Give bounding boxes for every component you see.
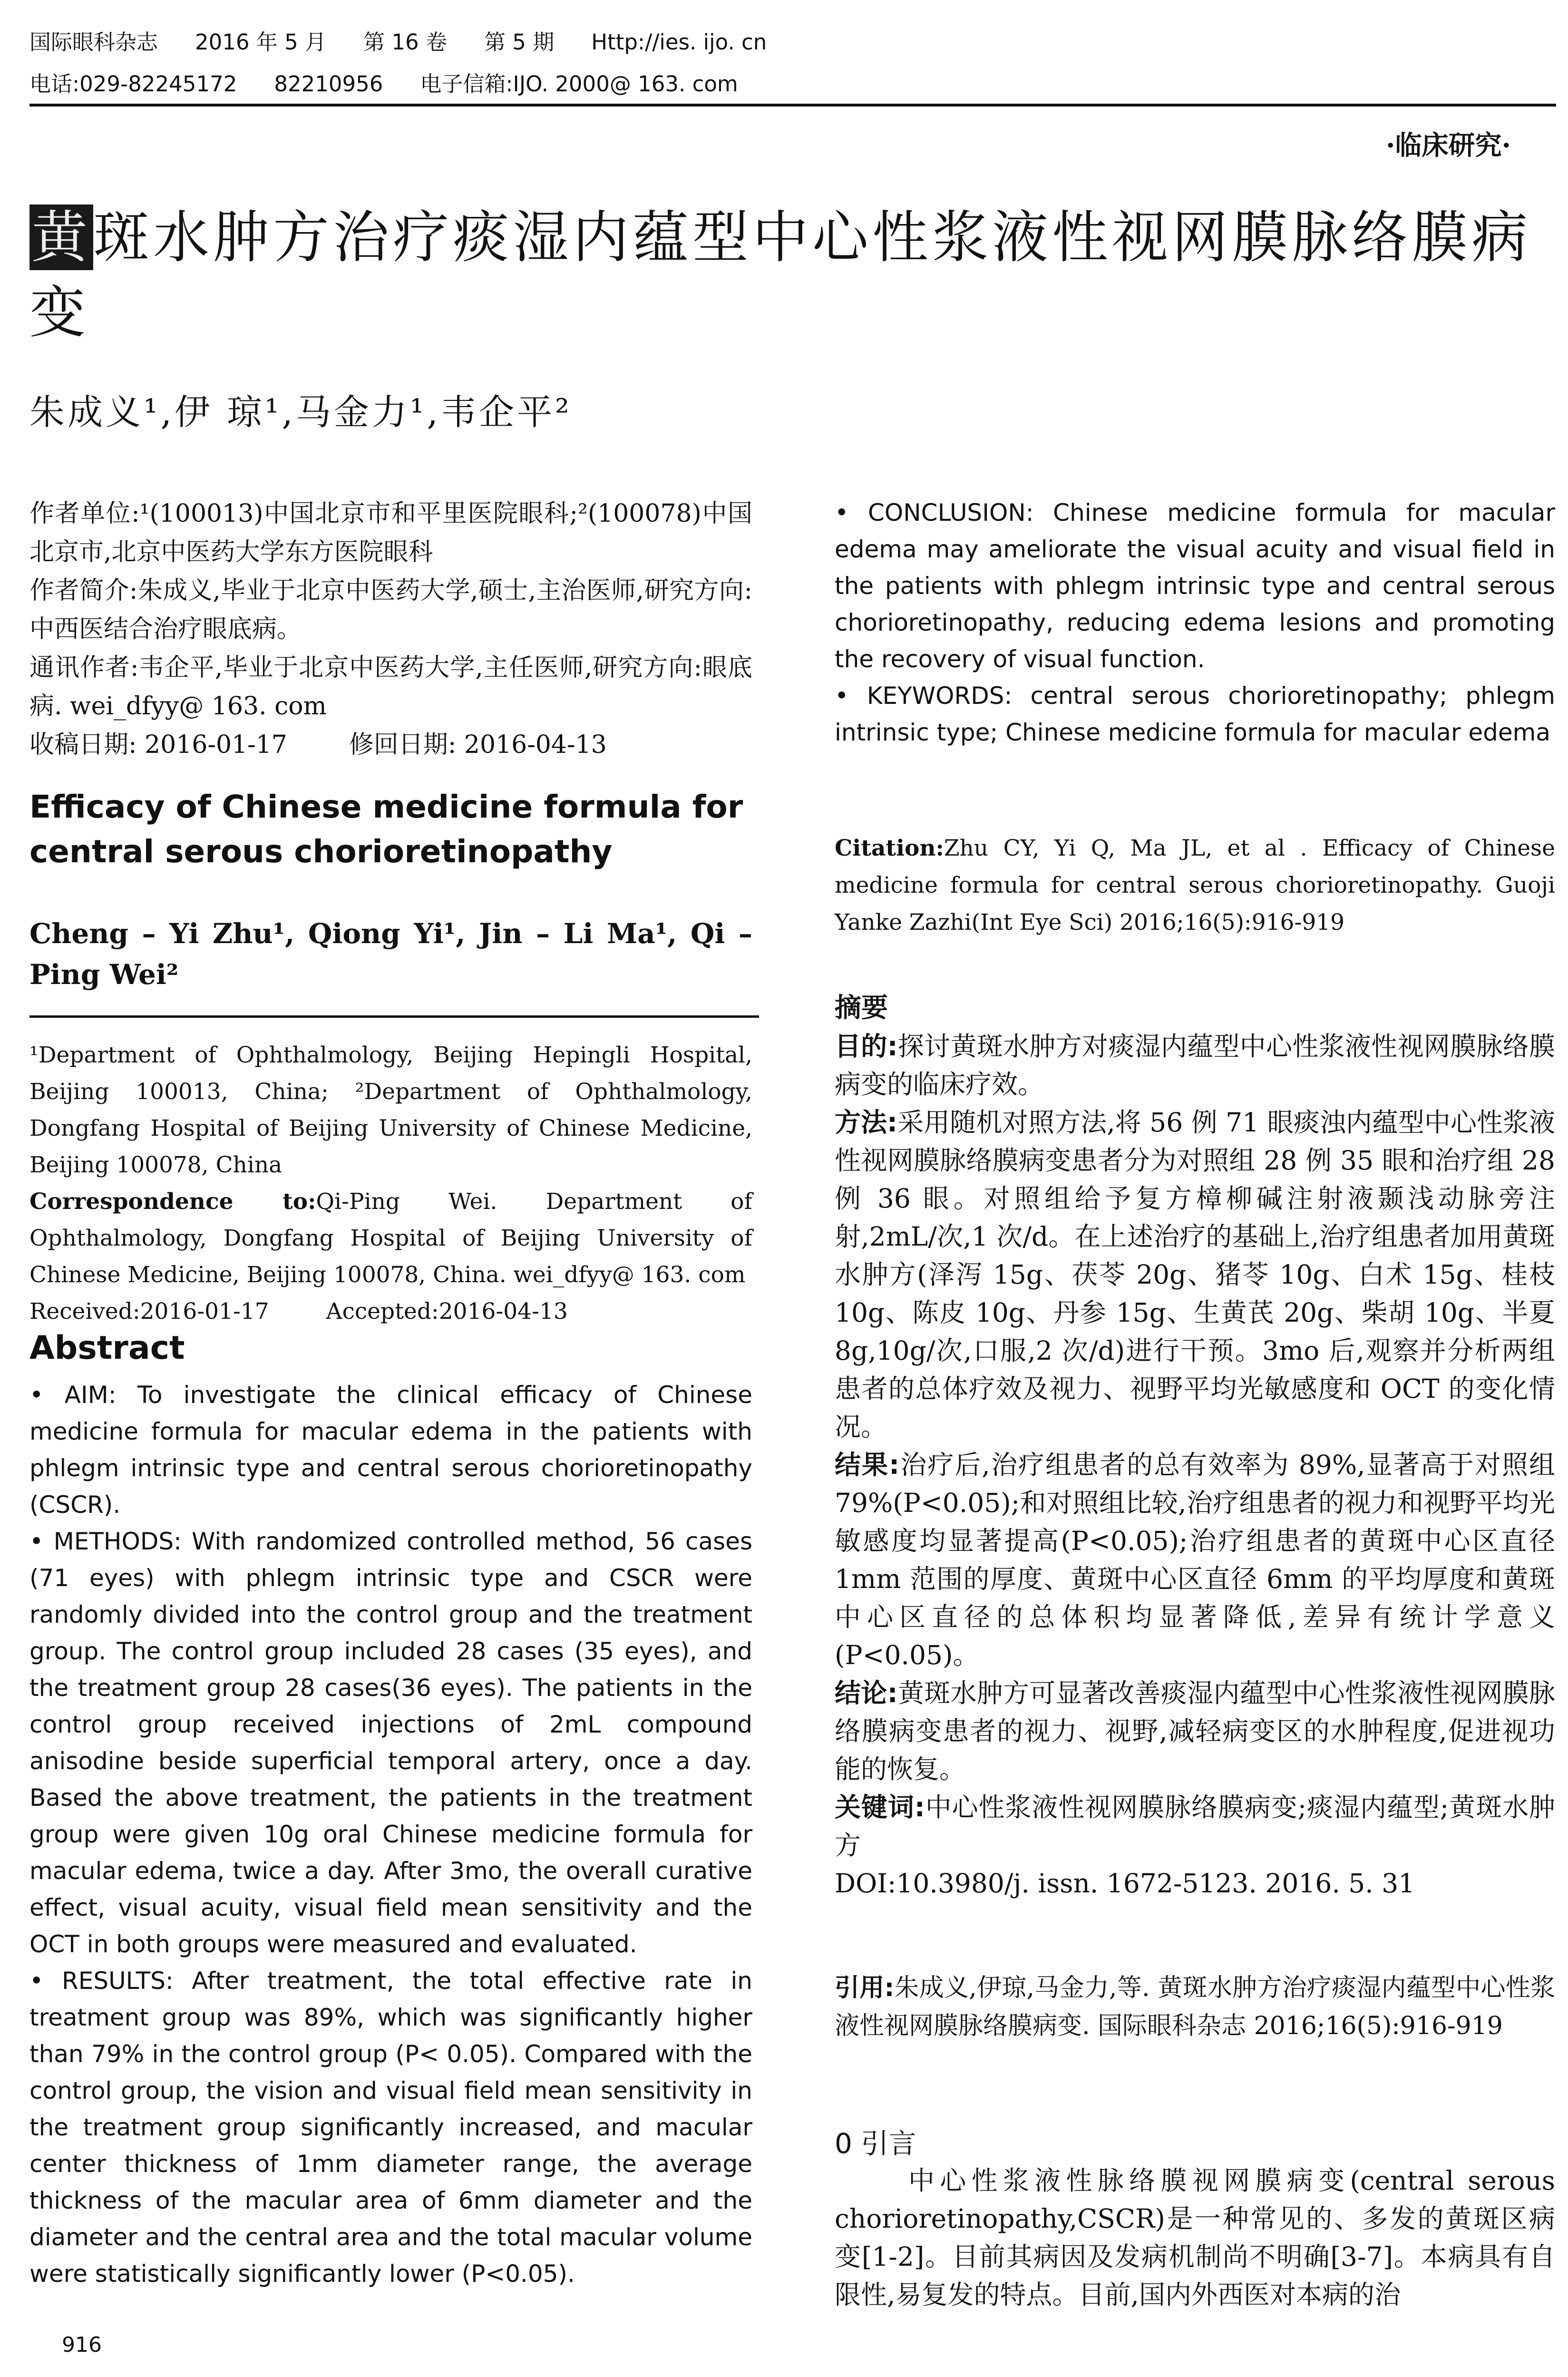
- author-info-zh: [29, 495, 752, 764]
- citation-zh-block: [835, 1969, 1555, 2045]
- received-en: Received:2016-01-17: [29, 1298, 269, 1325]
- citation-en-label: Citation:: [835, 835, 944, 861]
- intro-text: 中心性浆液性脉络膜视网膜病变(central serous chorioretinopathy,CSCR)是一种常见的、多发的黄斑区病变[1-2]。目前其病因及发病机制尚不明确[3-7]。本病具有自限性,易复发的特点。目前,国内外西医对本病的治: [835, 2165, 1555, 2310]
- conclusion-zh-label: 结论:: [835, 1678, 898, 1708]
- header-rule: [29, 104, 1556, 107]
- email[interactable]: 电子信箱:IJO. 2000@ 163. com: [420, 71, 738, 97]
- received-zh: 收稿日期: 2016-01-17: [29, 731, 287, 759]
- phone: 电话:029-82245172: [29, 71, 237, 97]
- conclusion-text: Chinese medicine formula for macular edema may ameliorate the visual acuity and visual field in the patients with phlegm intrinsic type and central serous chorioretinopathy, reducing edema lesions and promoting the recovery of visual function.: [835, 499, 1556, 673]
- affiliation-en-block: [29, 1037, 752, 1330]
- abstract-zh-heading: 摘要: [835, 993, 888, 1023]
- issue-number: 第 5 期: [484, 29, 555, 55]
- keywords-zh-label: 关键词:: [835, 1792, 925, 1822]
- section-label: ·临床研究·: [1386, 130, 1511, 161]
- aim-label: • AIM:: [29, 1381, 117, 1409]
- authors-zh: 朱成义¹,伊 琼¹,马金力¹,韦企平²: [29, 392, 572, 433]
- journal-header-line2: [29, 67, 775, 97]
- journal-header-line1: [29, 25, 804, 56]
- volume: 第 16 卷: [363, 29, 447, 55]
- journal-name: 国际眼科杂志: [29, 29, 158, 55]
- methods-label: • METHODS:: [29, 1528, 182, 1555]
- bio-zh: 作者简介:朱成义,毕业于北京中医药大学,硕士,主治医师,研究方向:中西医结合治疗眼底病。: [29, 576, 752, 643]
- phone2: 82210956: [274, 71, 383, 97]
- affiliation-en: ¹Department of Ophthalmology, Beijing Hepingli Hospital, Beijing 100013, China; ²Department of Ophthalmology, Dongfang Hospital of Beijing University of Chinese Medicine, Beijing 100078, China: [29, 1042, 752, 1178]
- abstract-en: [29, 1377, 752, 2292]
- page-number: 916: [62, 2333, 102, 2357]
- methods-zh: 采用随机对照方法,将 56 例 71 眼痰浊内蕴型中心性浆液性视网膜脉络膜病变患者分为对照组 28 例 35 眼和治疗组 28 例 36 眼。对照组给予复方樟柳碱注射液颞浅动脉旁注射,2mL/次,1 次/d。在上述治疗的基础上,治疗组患者加用黄斑水肿方(泽泻 15g、茯苓 20g、猪苓 10g、白术 15g、桂枝 10g、陈皮 10g、丹参 15g、生黄芪 20g、柴胡 10g、半夏 8g,10g/次,口服,2 次/d)进行干预。3mo 后,观察并分析两组患者的总体疗效及视力、视野平均光敏感度和 OCT 的变化情况。: [835, 1107, 1555, 1442]
- issue-date: 2016 年 5 月: [195, 29, 327, 55]
- aim-zh: 探讨黄斑水肿方对痰湿内蕴型中心性浆液性视网膜脉络膜病变的临床疗效。: [835, 1031, 1555, 1100]
- revised-zh: 修回日期: 2016-04-13: [349, 731, 607, 759]
- abstract-zh: [835, 1027, 1555, 1902]
- authors-en: Cheng – Yi Zhu¹, Qiong Yi¹, Jin – Li Ma¹, Qi – Ping Wei²: [29, 917, 752, 991]
- title-zh: [29, 200, 1566, 350]
- correspondence-en-label: Correspondence to:: [29, 1188, 316, 1215]
- methods-text: With randomized controlled method, 56 cases (71 eyes) with phlegm intrinsic type and CSCR were randomly divided into the control group and the treatment group. The control group included 28 cases (35 eyes), and the treatment group 28 cases(36 eyes). The patients in the control group received injections of 2mL compound anisodine beside superficial temporal artery, once a day. Based the above treatment, the patients in the treatment group were given 10g oral Chinese medicine formula for macular edema, twice a day. After 3mo, the overall curative effect, visual acuity, visual field mean sensitivity and the OCT in both groups were measured and evaluated.: [29, 1528, 752, 1958]
- title-zh-text: 斑水肿方治疗痰湿内蕴型中心性浆液性视网膜脉络膜病变: [29, 205, 1532, 345]
- aim-zh-label: 目的:: [835, 1031, 898, 1062]
- affiliation-zh: 作者单位:¹(100013)中国北京市和平里医院眼科;²(100078)中国北京市,北京中医药大学东方医院眼科: [29, 499, 752, 566]
- author-rule: [29, 1015, 759, 1018]
- methods-zh-label: 方法:: [835, 1107, 898, 1138]
- results-zh-label: 结果:: [835, 1450, 900, 1480]
- conclusion-label: • CONCLUSION:: [835, 499, 1034, 526]
- abstract-heading: Abstract: [29, 1329, 185, 1367]
- keywords-zh: 中心性浆液性视网膜脉络膜病变;痰湿内蕴型;黄斑水肿方: [835, 1792, 1556, 1861]
- citation-en: Zhu CY, Yi Q, Ma JL, et al . Efficacy of Chinese medicine formula for central serous chorioretinopathy. Guoji Yanke Zazhi(Int Eye Sci) 2016;16(5):916-919: [835, 835, 1555, 935]
- correspondence-zh: 通讯作者:韦企平,毕业于北京中医药大学,主任医师,研究方向:眼底病. wei_dfyy@ 163. com: [29, 653, 752, 721]
- intro-heading: 0 引言: [835, 2127, 916, 2160]
- keywords-text: central serous chorioretinopathy; phlegm intrinsic type; Chinese medicine formula for macular edema: [835, 682, 1555, 746]
- doi[interactable]: DOI:10.3980/j. issn. 1672-5123. 2016. 5. 31: [835, 1868, 1415, 1899]
- journal-url[interactable]: Http://ies. ijo. cn: [591, 29, 767, 55]
- correspondence-en: Qi-Ping Wei. Department of Ophthalmology, Dongfang Hospital of Beijing University of Chinese Medicine, Beijing 100078, China. wei_dfyy@ 163. com: [29, 1188, 752, 1288]
- results-text: After treatment, the total effective rate in treatment group was 89%, which was significantly higher than 79% in the control group (P< 0.05). Compared with the control group, the vision and visual field mean sensitivity in the treatment group significantly increased, and macular center thickness of 1mm diameter range, the average thickness of the macular area of 6mm diameter and the diameter and the central area and the total macular volume were statistically significantly lower (P<0.05).: [29, 1967, 752, 2288]
- results-zh: 治疗后,治疗组患者的总有效率为 89%,显著高于对照组 79%(P<0.05);和对照组比较,治疗组患者的视力和视野平均光敏感度均显著提高(P<0.05);治疗组患者的黄斑中心区直径 1mm 范围的厚度、黄斑中心区直径 6mm 的平均厚度和黄斑中心区直径的总体积均显著降低,差异有统计学意义(P<0.05)。: [835, 1450, 1556, 1670]
- citation-en-block: [835, 830, 1555, 941]
- aim-text: To investigate the clinical efficacy of Chinese medicine formula for macular edema in the patients with phlegm intrinsic type and central serous chorioretinopathy (CSCR).: [29, 1381, 752, 1519]
- citation-zh-label: 引用:: [835, 1974, 895, 2002]
- title-zh-dropcap: 黄: [29, 205, 93, 270]
- results-label: • RESULTS:: [29, 1967, 174, 1995]
- abstract-en-cont: [835, 495, 1555, 751]
- citation-zh: 朱成义,伊琼,马金力,等. 黄斑水肿方治疗痰湿内蕴型中心性浆液性视网膜脉络膜病变. 国际眼科杂志 2016;16(5):916-919: [835, 1974, 1556, 2040]
- accepted-en: Accepted:2016-04-13: [326, 1298, 568, 1325]
- keywords-label: • KEYWORDS:: [835, 682, 1013, 710]
- conclusion-zh: 黄斑水肿方可显著改善痰湿内蕴型中心性浆液性视网膜脉络膜病变患者的视力、视野,减轻病变区的水肿程度,促进视功能的恢复。: [835, 1678, 1555, 1784]
- title-en: Efficacy of Chinese medicine formula for central serous chorioretinopathy: [29, 789, 743, 870]
